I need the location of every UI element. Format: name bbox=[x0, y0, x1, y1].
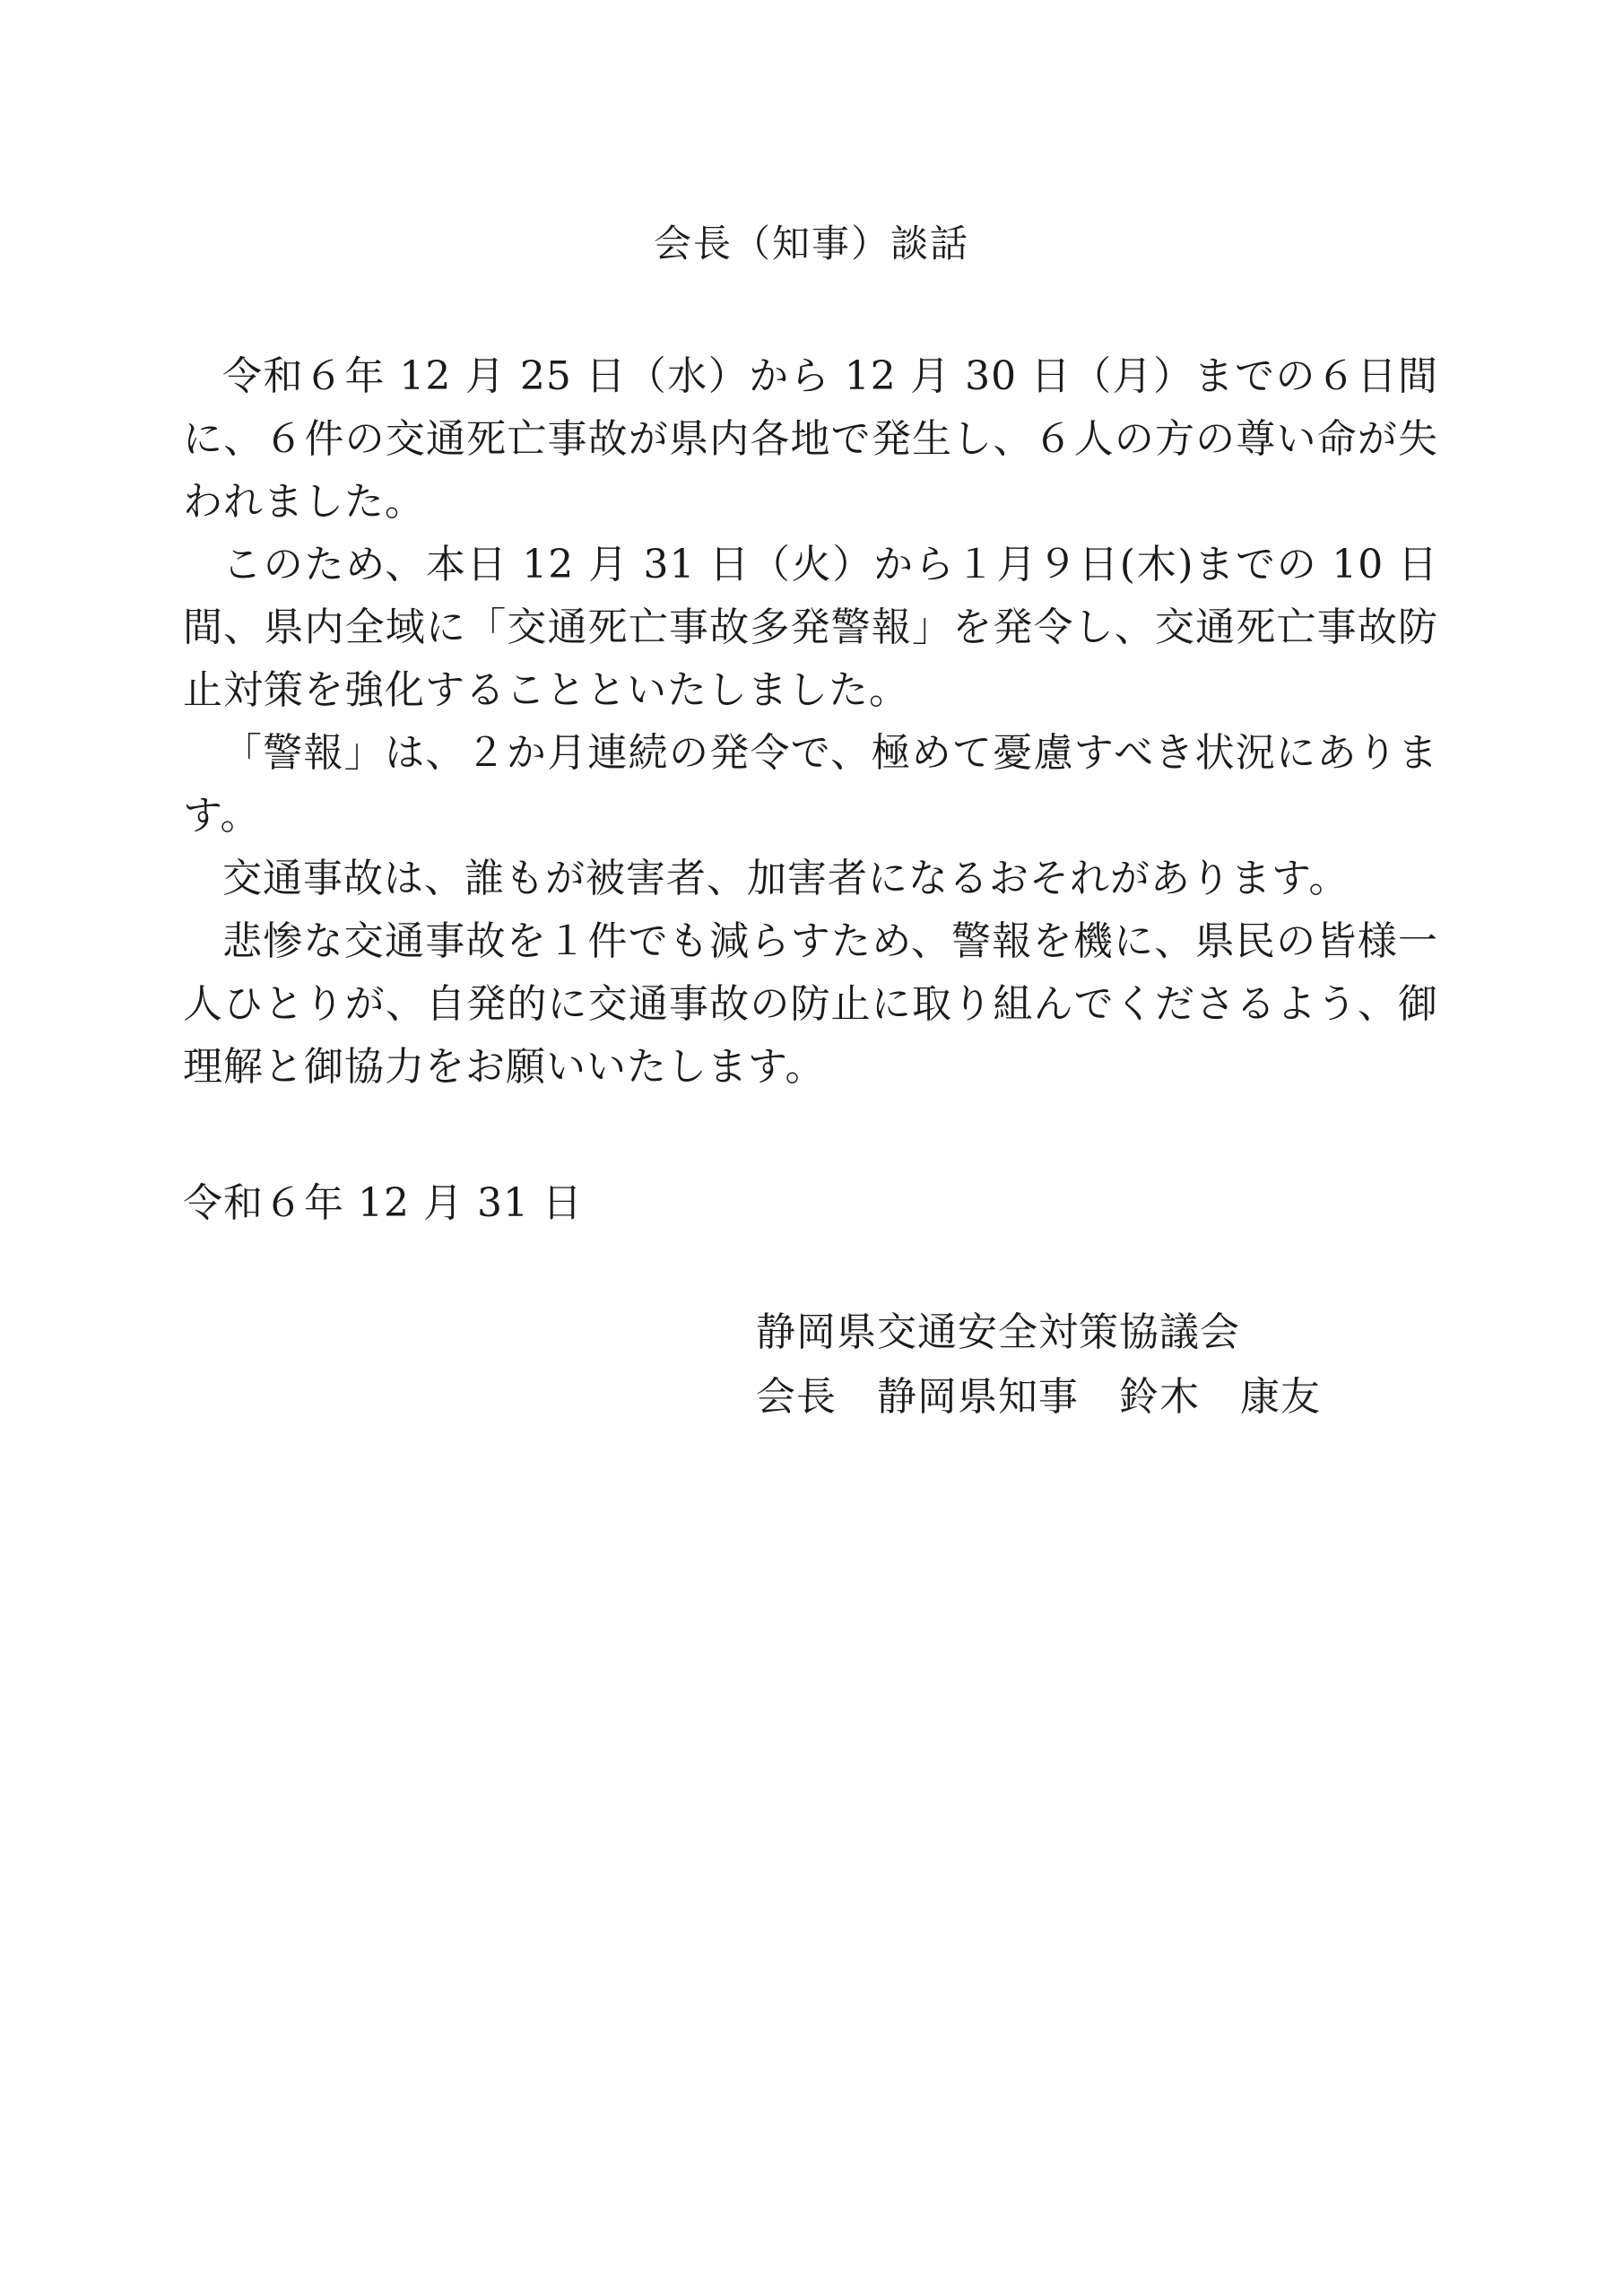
paragraph: 「警報」は、２か月連続の発令で、極めて憂慮すべき状況にあります。 bbox=[183, 730, 1438, 839]
paragraph: 悲惨な交通事故を１件でも減らすため、警報を機に、県民の皆様一人ひとりが、自発的に交通事故の防止に取り組んでくださるよう、御理解と御協力をお願いいたします。 bbox=[183, 918, 1438, 1090]
paragraph: 交通事故は、誰もが被害者、加害者になるおそれがあります。 bbox=[222, 856, 1350, 901]
statement-body bbox=[183, 345, 1438, 1099]
page-title: 会長（知事）談話 bbox=[653, 222, 969, 265]
issue-date: 令和６年 12 月 31 日 bbox=[183, 1180, 583, 1226]
paragraph: このため、本日 12 月 31 日（火）から１月９日(木)までの 10 日間、県内全域に「交通死亡事故多発警報」を発令し、交通死亡事故防止対策を強化することといたしました。 bbox=[183, 542, 1438, 713]
signature-block bbox=[756, 1300, 1321, 1430]
paragraph: 令和６年 12 月 25 日（水）から 12 月 30 日（月）までの６日間に、６件の交通死亡事故が県内各地で発生し、６人の方の尊い命が失われました。 bbox=[183, 353, 1438, 525]
signature-organization: 静岡県交通安全対策協議会 bbox=[756, 1309, 1240, 1355]
signature-role: 会長 静岡県知事 鈴木 康友 bbox=[756, 1374, 1321, 1420]
